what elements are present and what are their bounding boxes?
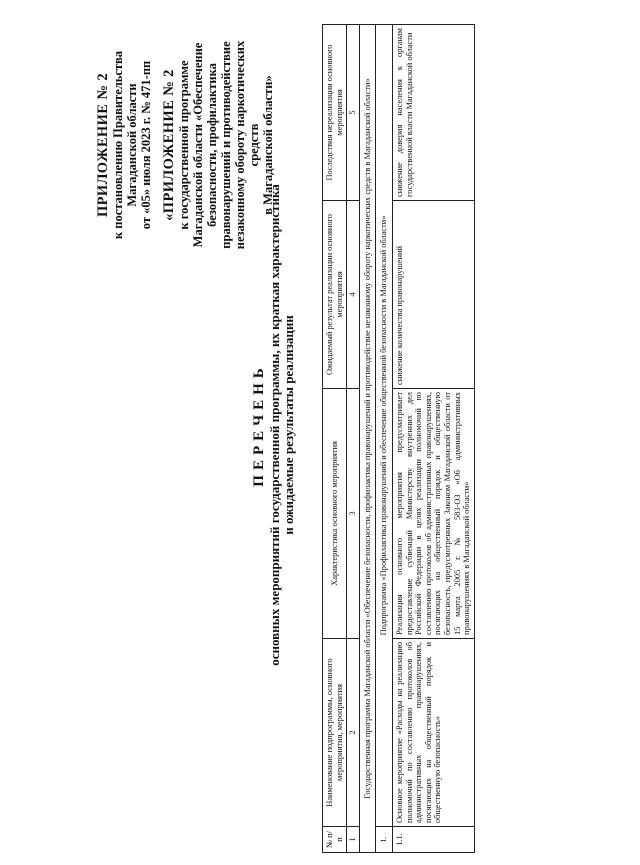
title-subtitle: и ожидаемые результаты реализации <box>281 315 296 535</box>
header-line: к государственной программе <box>177 60 191 230</box>
column-number-row <box>347 25 360 853</box>
col-number: 2 <box>347 639 360 827</box>
table-header-row <box>323 25 347 853</box>
col-number: 3 <box>347 389 360 639</box>
row-desc: Реализация основного мероприятия предусматривает предоставление субвенций Министерству внутренних дел Российской Федерации в целях реализации полномочий по составлению протоколов об административных правонарушениях, посягающих на общественный порядок и общественную безопасность, предусмотренных Законом Магаданской области от 15 марта 2005 г. № 583-ОЗ «Об административных правонарушениях в Магаданской области» <box>392 389 474 639</box>
row-name: Основное мероприятие «Расходы на реализацию полномочий по составлению протоколов об административных правонарушениях, посягающих на общественный порядок и общественную безопасность» <box>392 639 474 827</box>
col-header-num: № п/п <box>323 827 347 853</box>
header-line: к постановлению Правительства <box>111 50 125 240</box>
row-num: 1.1. <box>392 827 474 853</box>
appendix-header <box>96 25 275 265</box>
appendix2-title: «ПРИЛОЖЕНИЕ № 2 <box>161 69 177 221</box>
program-title-cell: Государственная программа Магаданской области «Обеспечение безопасности, профилактика правонарушений и противодействие незаконному обороту наркотических средств в Магаданской области» <box>359 25 376 853</box>
title-main: ПЕРЕЧЕНЬ <box>251 363 267 487</box>
title-subtitle: основных мероприятий государственной программы, их краткая характеристика <box>267 184 282 666</box>
col-header-result: Ожидаемый результат реализации основного мероприятия <box>323 201 347 389</box>
measures-table <box>322 24 475 853</box>
header-line: от «05» июля 2023 г. № 471-пп <box>139 60 153 230</box>
header-line: Магаданской области <box>125 83 139 207</box>
col-number: 5 <box>347 25 360 201</box>
subprogram-num: 1. <box>376 827 393 853</box>
subprogram-title: Подпрограмма «Профилактика правонарушений и обеспечение общественной безопасности в Магаданской области» <box>376 25 393 827</box>
header-line: Магаданской области «Обеспечение <box>191 42 205 248</box>
col-number: 1 <box>347 827 360 853</box>
table-row <box>392 25 474 853</box>
header-line: правонарушений и противодействие <box>219 41 233 249</box>
header-line: безопасности, профилактика <box>205 63 219 227</box>
col-header-name: Наименование подпрограммы, основного мероприятия, мероприятия <box>323 639 347 827</box>
row-consequence: снижение доверия населения к органам государственной власти Магаданской области <box>392 25 474 201</box>
row-result: снижение количества правонарушений <box>392 201 474 389</box>
col-header-consequence: Последствия нереализации основного мероприятия <box>323 25 347 201</box>
header-line: незаконному обороту наркотических средств <box>233 40 261 250</box>
subprogram-row <box>376 25 393 853</box>
program-row <box>359 25 376 853</box>
col-number: 4 <box>347 201 360 389</box>
header-line: в Магаданской области» <box>261 75 275 215</box>
document-title <box>252 95 296 755</box>
col-header-desc: Характеристика основного мероприятия <box>323 389 347 639</box>
appendix-title: ПРИЛОЖЕНИЕ № 2 <box>95 72 111 218</box>
